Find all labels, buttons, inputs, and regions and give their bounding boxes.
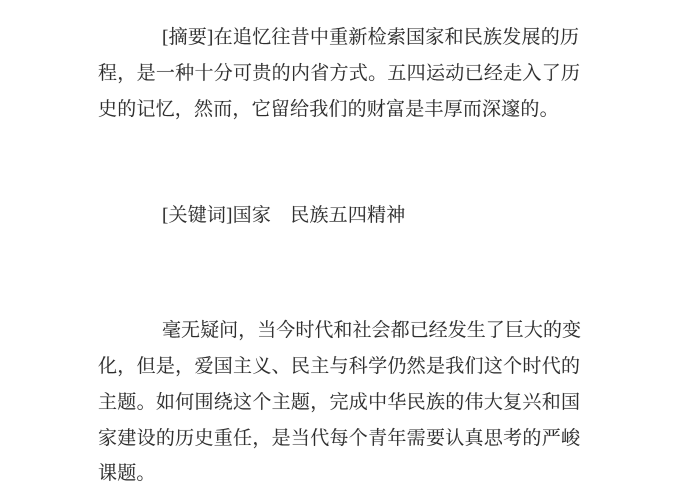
body-line-3: 主题。如何围绕这个主题，完成中华民族的伟大复兴和国 (98, 392, 580, 413)
abstract-line-3: 史的记忆，然而，它留给我们的财富是丰厚而深邃的。 (98, 99, 559, 120)
body-line-4: 家建设的历史重任，是当代每个青年需要认真思考的严峻 (98, 428, 580, 449)
keywords-line: [关键词]国家 民族五四精神 (162, 205, 406, 226)
body-line-1: 毫无疑问，当今时代和社会都已经发生了巨大的变 (162, 320, 581, 341)
body-line-2: 化，但是，爱国主义、民主与科学仍然是我们这个时代的 (98, 356, 580, 377)
abstract-line-1: [摘要]在追忆往昔中重新检索国家和民族发展的历 (162, 27, 579, 48)
abstract-line-2: 程，是一种十分可贵的内省方式。五四运动已经走入了历 (98, 63, 580, 84)
body-line-5-clipped: 课题。 (98, 463, 156, 484)
